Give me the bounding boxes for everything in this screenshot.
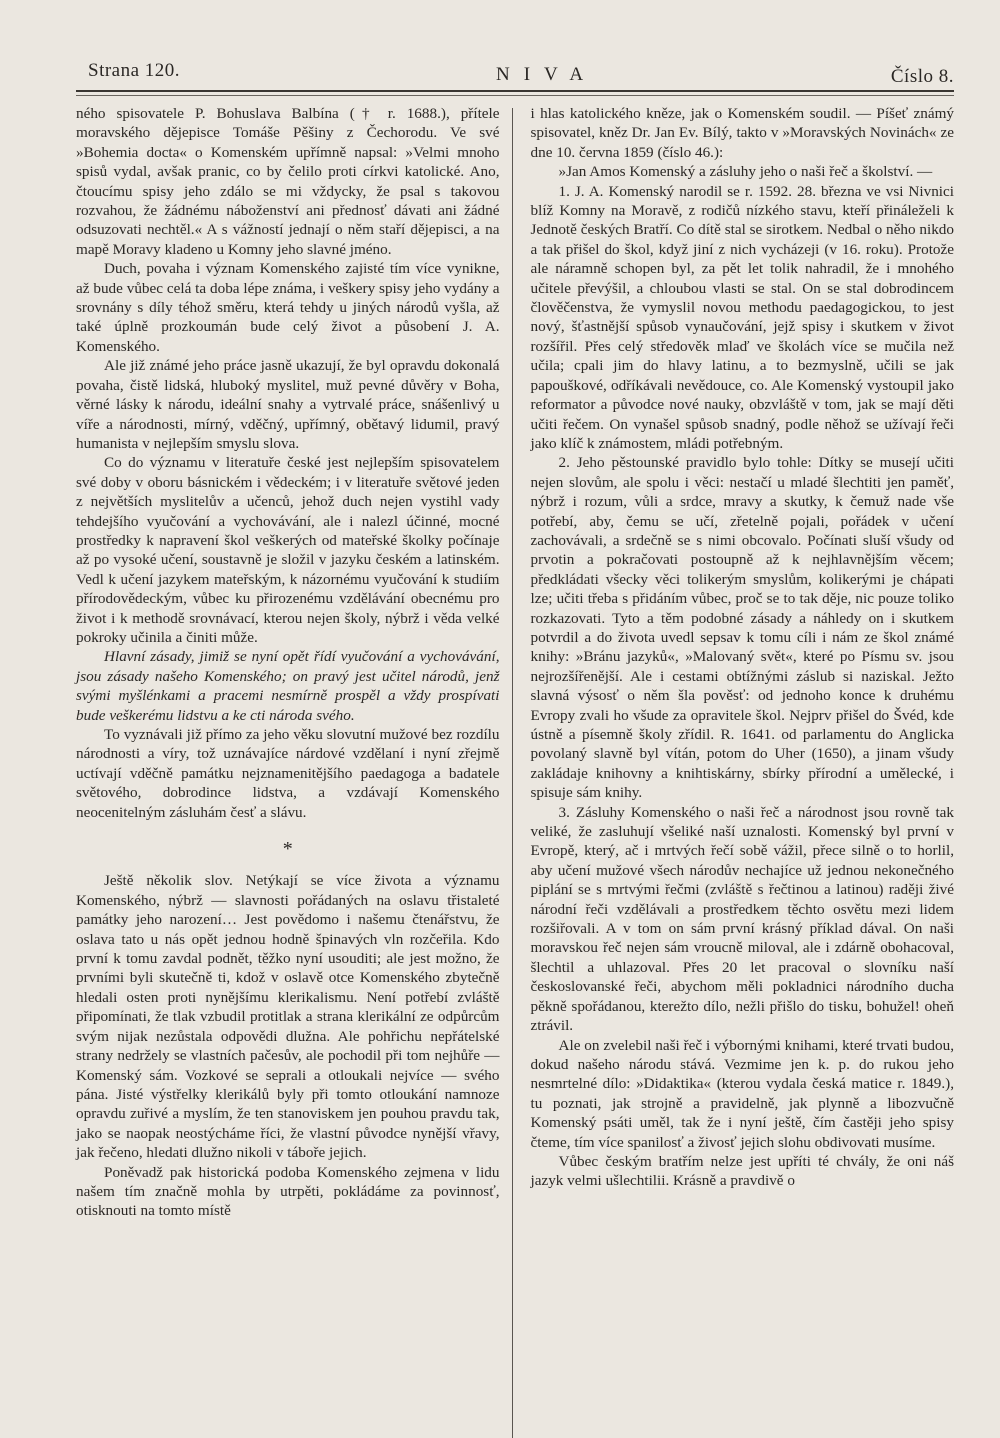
issue-number: Číslo 8. [890, 66, 954, 87]
paragraph: To vyznávali již přímo za jeho věku slovutní mužové bez rozdílu národnosti a víry, tož uznávajíce nárdové vzdělaní i nyní zřejmě uctívají vděčně památku nejznamenitějšího paedagoga a badatele světového, dobrodince lidstva, a vzdávají Komenského neocenitelným zásluhám česť a slávu. [76, 726, 500, 821]
header-rule [76, 90, 954, 92]
paragraph: »Jan Amos Komenský a zásluhy jeho o naši řeč a školství. — [558, 163, 933, 181]
paragraph: Co do významu v literatuře české jest nejlepším spisovatelem své doby v oboru básnickém i vědeckém; i v literatuře světové jeden z největších myslitelův a učenců, jehož duch nejen vystihl vady tehdejšího vyučování a vychovávání, ale i nalezl účinné, mocné prostředky k napravení škol veškerých od mateřské školky počínaje až po vysoké učení, soustavně je složil v jazyku českém a latinském. Vedl k učení jazykem mateřským, k názornému vyučování k studiím přírodovědeckým, vůbec ku přirozenému vzdělávání obecnému pro život i k methodě srovnávací, kterou nejen školy, nýbrž i věda velké pokroky učinila a činiti může. [76, 454, 500, 646]
paragraph: Vůbec českým bratřím nelze jest upříti té chvály, že oni náš jazyk velmi ušlechtilii. Krásně a pravdivě o [530, 1152, 954, 1190]
journal-title: NIVA [496, 64, 598, 85]
paragraph: ného spisovatele P. Bohuslava Balbína († r. 1688.), přítele moravského dějepisce Tomáše Pěšiny z Čechorodu. Ve své »Bohemia docta« o Komenském upřímně napsal: »Velmi mnoho spisů vydal, avšak pranic, co by čelilo proti církvi katolické. Ano, čtoucímu spisy jeho zdálo se mi vždycky, že psal s takovou rozvahou, že žádnému náboženství ani přednosť dávati ani žádné odsuzovati nechtěl.« A s vážností jednají o něm staří dějepisci, a na mapě Moravy kladeno u Komny jeho slavné jméno. [76, 105, 500, 258]
header-rule-thin [76, 95, 954, 96]
paragraph: 1. J. A. Komenský narodil se r. 1592. 28. března ve vsi Nivnici blíž Komny na Moravě, z rodičů nízkého stavu, kteří přináleželi k Jednotě českých Bratří. Co dítě stal se sirotkem. Nedbal o něho nikdo a tak přišel do škol, když jiní z nich vycházeji (v 16. roku). Protože ale náramně schopen byl, za pět let tolik nahradil, že i mnohého učitele převýšil, a chloubou vlasti se stal. On se stal dobrodincem člověčenstva, že vymyslil novou methodu paedagogickou, to jest nový, šťastnější spůsob vynaučování, jejž spisy i skutkem v život rozšířil. Přes celý středověk mlaď ve školách více se mučila než učila; cpali jim do hlavy latinu, a to bezmyslně, učili se jak papouškové, odříkávali nevědouce, co. Ale Komenský vystoupil jako reformator a původce nové nauky, obzvláště v tom, jak se mají děti učiti řečem. On vynašel spůsob snadný, podle něhož se užívají řeči jako klíč k známostem, mládi potřebným. [530, 182, 954, 452]
paragraph: i hlas katolického kněze, jak o Komenském soudil. — Píšeť známý spisovatel, kněz Dr. Jan Ev. Bílý, takto v »Moravských Novinách« ze dne 10. června 1859 (číslo 46.): [530, 105, 954, 161]
paragraph: Ale již známé jeho práce jasně ukazují, že byl opravdu dokonalá povaha, čistě lidská, hluboký myslitel, muž pevné důvěry v Boha, věrné lásky k národu, ideální snahy a vytrvalé práce, snášenlivý u víře a národnosti, mírný, vděčný, upřímný, obětavý lidumil, pravý humanista v nejlepším smyslu slova. [76, 357, 500, 452]
page-number: Strana 120. [88, 60, 181, 81]
text-columns [76, 104, 954, 1438]
paragraph: Ale on zvelebil naši řeč i výbornými knihami, které trvati budou, dokud našeho národu stává. Vezmime jen k. p. do rukou jeho nesmrtelné dílo: »Didaktika« (kterou vydala česká matice r. 1849.), tu poznati, jak strojně a pravidelně, jak plynně a libozvučně Komenský psáti uměl, tak že i nyní ještě, čím častěji jeho spisy čteme, tím více spanilosť a živosť jejich slohu obdivovati musíme. [530, 1036, 954, 1151]
page-header [76, 58, 954, 88]
paragraph: 3. Zásluhy Komenského o naši řeč a národnost jsou rovně tak veliké, že zasluhují všeliké naší uznalosti. Komenský byl první v Evropě, který, ač i mrtvých řečí sobě vážil, přece silně o to horlil, aby učení mužové všech národův nechajíce už jednou nekonečného piplání se s mrtvými řečmi (zvláště s řečtinou a latinou) raději živé národní řeči vzdělávali a prostředkem těchto osvětu mezi lidem rozšiřovali. A v tom on sám první krásný příklad dával. On naši moravskou řeč nejen sám vroucně miloval, ale i zdárně obohacoval, šlechtil a uhlazoval. Přes 20 let pracoval o slovníku naší českoslovanské řeči, abychom měli pokladnici národního ducha pěkně spořádanou, kterežto dílo, nežli přišlo do tisku, bohužel! oheň ztrávil. [530, 803, 954, 1035]
section-separator: * [282, 838, 293, 861]
right-column [513, 104, 955, 1438]
left-column [76, 104, 512, 1438]
paragraph: Duch, povaha i význam Komenského zajisté tím více vynikne, až bude vůbec celá ta doba lépe známa, i veškery spisy jeho vydány a srovnány s díly téhož směru, která tehdy u jiných národů vyšla, až také úplně prozkoumán bude celý život a působení J. A. Komenského. [76, 260, 500, 355]
paragraph: Poněvadž pak historická podoba Komenského zejmena v lidu našem tím značně mohla by utrpěti, pokládáme za povinnosť, otisknouti na tomto místě [76, 1163, 500, 1220]
paragraph: Ještě několik slov. Netýkají se více života a významu Komenského, nýbrž — slavnosti pořádaných na oslavu třistaleté památky jeho narození… Jest povědomo i našemu čtenářstvu, že oslava tato u nás opět jednou hodně špinavých vln rozčeřila. Kdo první k tomu zavdal podnět, těžko nyní usouditi; ale jest možno, že prvními byli skutečně ti, kdož v oslavě otce Komenského zbytečně hledali osten proti nynějšímu klerikalismu. Není potřebí zvláště připomínati, že tlak vzbudil protitlak a strana klerikální ze odpůrcům svým nijak nezůstala odpovědi dlužna. Ale pohřichu nepřátelské strany nedržely se vlastních pačesův, ale pochodil při tom nejhůře — Komenský sám. Vozkové se seprali a otloukali nejvíce — svého pána. Jisté výstřelky klerikálů byly při tomto otloukání namnoze opravdu zuřivé a myslím, že ten stanoviskem jen pouhou pravdu tak, jako se naopak neostýcháme říci, že vlastní původce nynější vřavy, jak řečeno, hledati dlužno nikoli v táboře jejich. [76, 872, 500, 1162]
paragraph: 2. Jeho pěstounské pravidlo bylo tohle: Dítky se musejí učiti nejen slovům, ale spolu i věci: nestačí u mladé šlechtiti jen paměť, nýbrž i rozum, vůli a srdce, mravy a skutky, k čemuž nade vše potřebí, aby, čemu se učí, zřetelně pojali, pořádek v učení zachovávali, a srdečně se s nimi obcovalo. Počínati sluší všudy od prvotin a pokračovati postoupně až k nejhlavnějším věcem; předkládati všecky věci tolikerým smyslům, kolikerými je chápati lze; učiti třeba s přidáním vůbec, proč se to tak děje, nic pouze toliko rozkazovati. Tyto a těm podobné zásady a náhledy on i skutkem potvrdil a do života uvedl sepsav k tomu cíli i nám ze škol známé knihy: »Bránu jazyků«, »Malovaný svět«, které po Písmu sv. jsou nejrozšířenější. Ale i cestami obtížnými záslub si naziskal. Ježto slavná výsosť o něm šla pověsť: od jednoho konce k druhému Evropy zvali ho všude za opravitele škol. Nejprv přišel do Švéd, kde ústně a písemně školy zřídil. R. 1641. od parlamentu do Anglicka povolaný slavně byl vítán, potom do Uher (1650), a jinam všudy zakládaje knihovny a knihtiskárny, sbírky přírodní a umělecké, i spisuje sám knihy. [530, 454, 954, 802]
paragraph-emphasis: Hlavní zásady, jimiž se nyní opět řídí vyučování a vychovávání, jsou zásady našeho Komenského; on pravý jest učitel národů, jenž svými myšlénkami a pracemi nesmírně prospěl a vždy prospívati bude veškerému lidstvu a ke cti národa svého. [76, 648, 500, 724]
